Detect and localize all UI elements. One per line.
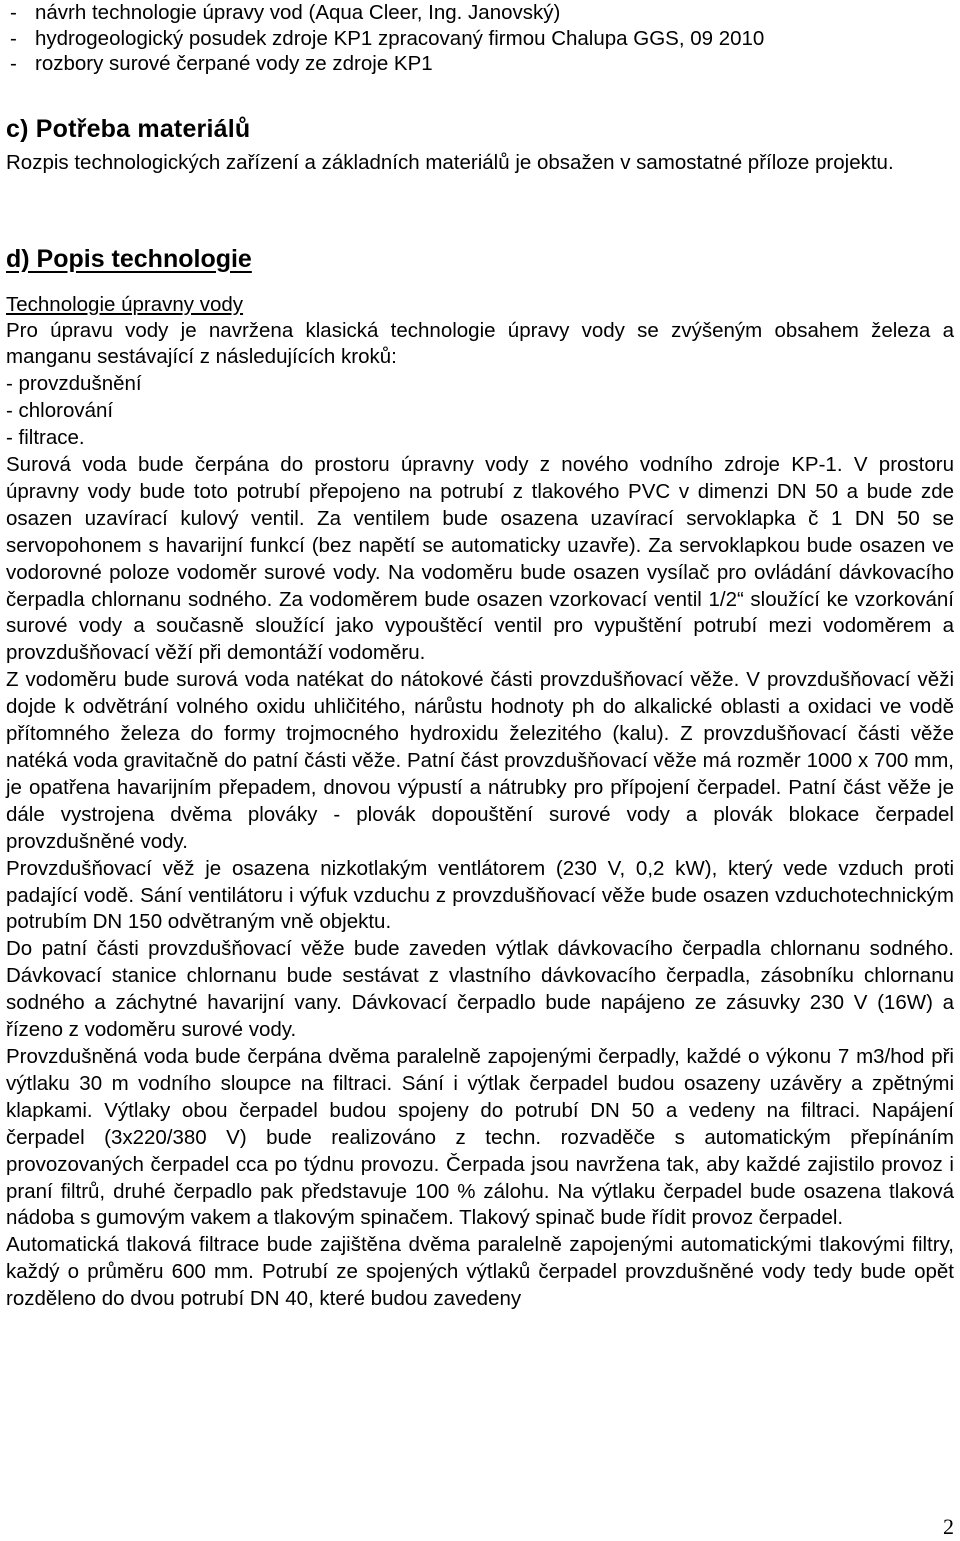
- source-documents-list: [6, 0, 954, 77]
- paragraph-aeration-tower: Z vodoměru bude surová voda natékat do nátokové části provzdušňovací věže. V provzdušňovací věži dojde k odvětrání volného oxidu uhličitého, nárůstu hodnoty ph do alkalické oblasti a oxidaci ve vodě přítomného železa do formy trojmocného hydroxidu železitého (kalu). Z provzdušňovací části věže natéká voda gravitačně do patní části věže. Patní část provzdušňovací věže má rozměr 1000 x 700 mm, je opatřena havarijním přepadem, dnovou výpustí a nátrubky pro přípojení čerpadel. Patní část věže je dále vystrojena dvěma plováky - plovák dopouštění surové vody a plovák blokace čerpadel provzdušněné vody.: [6, 668, 954, 853]
- list-item: [6, 51, 954, 77]
- list-item-text: rozbory surové čerpané vody ze zdroje KP1: [35, 52, 433, 75]
- technology-steps-list: [6, 371, 954, 452]
- paragraph-fan: Provzdušňovací věž je osazena nizkotlakým ventlátorem (230 V, 0,2 kW), který vede vzduch proti padající vodě. Sání ventilátoru i výfuk vzduchu z provzdušňovací věže bude osazen vzduchotechnickým potrubím DN 150 odvětraným vně objektu.: [6, 856, 954, 934]
- list-item: - provzdušnění: [6, 372, 142, 396]
- section-c-heading: c) Potřeba materiálů: [6, 114, 251, 143]
- bullet-marker: -: [10, 26, 17, 50]
- list-item: [6, 26, 954, 52]
- list-item: - chlorování: [6, 399, 114, 423]
- section-d-intro: Pro úpravu vody je navržena klasická technologie úpravy vody se zvýšeným obsahem železa a manganu sestávající z následujících kroků:: [6, 318, 954, 369]
- list-item: [6, 0, 954, 26]
- paragraph-filtration: Automatická tlaková filtrace bude zajištěna dvěma paralelně zapojenými automatickými tlakovými filtry, každý o průměru 600 mm. Potrubí ze spojených výtlaků čerpadel provzdušněné vody tedy bude opět rozděleno do dvou potrubí DN 40, které budou zavedeny: [6, 1233, 954, 1311]
- page-number: 2: [943, 1514, 954, 1539]
- list-item: - filtrace.: [6, 426, 85, 450]
- paragraph-pumps: Provzdušněná voda bude čerpána dvěma paralelně zapojenými čerpadly, každé o výkonu 7 m3/hod při výtlaku 30 m vodního sloupce na filtraci. Sání i výtlak čerpadel budou osazeny uzávěry a zpětnými klapkami. Výtlaky obou čerpadel budou spojeny do potrubí DN 50 a vedeny na filtraci. Napájení čerpadel (3x220/380 V) bude realizováno z techn. rozvaděče s automatickým přepínáním provozovaných čerpadel cca po týdnu provozu. Čerpada jsou navržena tak, aby každé zajistilo provoz i praní filtrů, druhé čerpadlo pak představuje 100 % zálohu. Na výtlaku čerpadel bude osazena tlaková nádoba s gumovým vakem a tlakovým spinačem. Tlakový spinač bude řídit provoz čerpadel.: [6, 1044, 954, 1230]
- section-c-text: Rozpis technologických zařízení a základních materiálů je obsažen v samostatné příloze projektu.: [6, 150, 894, 174]
- list-item-text: hydrogeologický posudek zdroje KP1 zpracovaný firmou Chalupa GGS, 09 2010: [35, 26, 765, 50]
- section-d-subheading: Technologie úpravny vody: [6, 292, 244, 316]
- bullet-marker: -: [10, 1, 17, 24]
- list-item-text: návrh technologie úpravy vod (Aqua Cleer, Ing. Janovský): [35, 1, 561, 24]
- paragraph-dosing-station: Do patní části provzdušňovací věže bude zaveden výtlak dávkovacího čerpadla chlornanu sodného. Dávkovací stanice chlornanu bude sestávat z vlastního dávkovacího čerpadla, zásobníku chlornanu sodného a záchytné havarijní vany. Dávkovací čerpadlo bude napájeno ze zásuvky 230 V (16W) a řízeno z vodoměru surové vody.: [6, 937, 954, 1042]
- section-d-heading: d) Popis technologie: [6, 244, 252, 273]
- paragraph-raw-water-intake: Surová voda bude čerpána do prostoru úpravny vody z nového vodního zdroje KP-1. V prostoru úpravny vody bude toto potrubí přepojeno na potrubí z tlakového PVC v dimenzi DN 50 a bude zde osazen uzavírací kulový ventil. Za ventilem bude osazena uzavírací servoklapka č 1 DN 50 se servopohonem s havarijní funkcí (bez napětí se automaticky uzavře). Za servoklapkou bude osazen ve vodorovné poloze vodoměr surové vody. Na vodoměru bude osazen vysílač pro ovládání dávkovacího čerpadla chlornanu sodného. Za vodoměrem bude osazen vzorkovací ventil 1/2“ sloužící ke vzorkování surové vody a současně sloužící jako vypouštěcí ventil pro vypuštění potrubí mezi vodoměrem a provzdušňovací věží při demontáží vodoměru.: [6, 453, 954, 665]
- document-page: [6, 0, 954, 1313]
- bullet-marker: -: [10, 52, 17, 75]
